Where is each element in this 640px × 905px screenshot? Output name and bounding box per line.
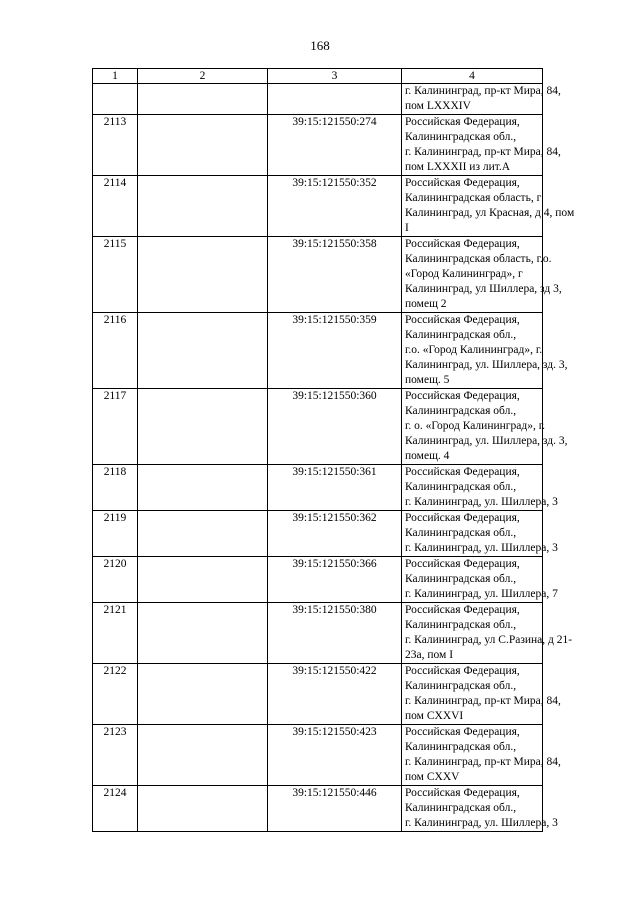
column-header-2: 2 (138, 69, 268, 84)
address-line: Российская Федерация, (405, 390, 520, 402)
table-row (93, 725, 543, 786)
column-2-cell (138, 389, 268, 465)
cadastral-number: 39:15:121550:422 (268, 664, 402, 725)
row-number: 2116 (93, 313, 138, 389)
address-cell (402, 465, 558, 511)
table-row (93, 664, 543, 725)
address-cell (402, 557, 558, 603)
row-number: 2115 (93, 237, 138, 313)
address-line: пом LXXXII из лит.А (405, 161, 511, 173)
cadastral-number (268, 84, 402, 115)
address-line: г. Калининград, ул С.Разина, д 21- (405, 634, 573, 646)
cadastral-number: 39:15:121550:358 (268, 237, 402, 313)
cadastral-number: 39:15:121550:361 (268, 465, 402, 511)
column-2-cell (138, 511, 268, 557)
cadastral-number: 39:15:121550:362 (268, 511, 402, 557)
row-number: 2117 (93, 389, 138, 465)
column-2-cell (138, 664, 268, 725)
address-line: помещ 2 (405, 298, 447, 310)
address-line: 23а, пом I (405, 649, 454, 661)
column-2-cell (138, 786, 268, 832)
address-line: Калининградская обл., (405, 680, 517, 692)
address-line: Калининград, ул Шиллера, зд 3, (405, 283, 562, 295)
address-line: г. Калининград, пр-кт Мира, 84, (405, 85, 561, 97)
address-line: «Город Калининград», г (405, 268, 523, 280)
address-line: Российская Федерация, (405, 512, 520, 524)
column-2-cell (138, 557, 268, 603)
table-row (93, 465, 543, 511)
row-number: 2114 (93, 176, 138, 237)
row-number: 2113 (93, 115, 138, 176)
column-2-cell (138, 176, 268, 237)
page-number: 168 (310, 38, 330, 53)
table-row (93, 115, 543, 176)
row-number: 2119 (93, 511, 138, 557)
registry-table (92, 68, 575, 832)
address-cell (402, 664, 561, 725)
address-line: Российская Федерация, (405, 238, 520, 250)
address-cell (402, 176, 575, 237)
cadastral-number: 39:15:121550:446 (268, 786, 402, 832)
address-line: Российская Федерация, (405, 116, 520, 128)
column-2-cell (138, 115, 268, 176)
address-line: г.о. «Город Калининград», г. (405, 344, 543, 356)
cadastral-number: 39:15:121550:423 (268, 725, 402, 786)
address-line: Калининградская обл., (405, 802, 517, 814)
address-line: пом LXXXIV (405, 100, 471, 112)
table-row (93, 389, 543, 465)
header-row (93, 69, 543, 84)
column-2-cell (138, 725, 268, 786)
address-line: Калининградская область, г.о. (405, 253, 552, 265)
address-line: г. Калининград, пр-кт Мира, 84, (405, 146, 561, 158)
row-number: 2121 (93, 603, 138, 664)
table-row (93, 603, 543, 664)
address-line: Калининградская обл., (405, 329, 517, 341)
address-cell (402, 115, 561, 176)
address-cell (402, 84, 561, 115)
cadastral-number: 39:15:121550:380 (268, 603, 402, 664)
address-line: Российская Федерация, (405, 604, 520, 616)
table-row (93, 237, 543, 313)
address-line: Российская Федерация, (405, 726, 520, 738)
address-line: Калининградская обл., (405, 741, 517, 753)
address-line: г. Калининград, ул. Шиллера, 3 (405, 542, 558, 554)
address-line: Российская Федерация, (405, 466, 520, 478)
address-line: г. Калининград, пр-кт Мира, 84, (405, 695, 561, 707)
address-line: Российская Федерация, (405, 665, 520, 677)
address-line: помещ. 5 (405, 374, 450, 386)
row-number: 2122 (93, 664, 138, 725)
address-line: г. Калининград, пр-кт Мира, 84, (405, 756, 561, 768)
table-row (93, 557, 543, 603)
row-number: 2123 (93, 725, 138, 786)
address-line: Российская Федерация, (405, 314, 520, 326)
column-header-1: 1 (93, 69, 138, 84)
cadastral-number: 39:15:121550:274 (268, 115, 402, 176)
column-2-cell (138, 603, 268, 664)
row-number: 2124 (93, 786, 138, 832)
table-row (93, 84, 543, 115)
address-line: Калининград, ул Красная, д 4, пом (405, 207, 575, 219)
address-line: г. Калининград, ул. Шиллера, 7 (405, 588, 558, 600)
address-line: Калининградская область, г (405, 192, 542, 204)
cadastral-number: 39:15:121550:352 (268, 176, 402, 237)
address-line: Калининград, ул. Шиллера, зд. 3, (405, 359, 568, 371)
address-line: Калининградская обл., (405, 573, 517, 585)
column-2-cell (138, 465, 268, 511)
address-line: Калининградская обл., (405, 619, 517, 631)
column-header-4: 4 (402, 69, 543, 84)
address-line: Калининградская обл., (405, 131, 517, 143)
address-line: I (405, 222, 409, 234)
column-2-cell (138, 84, 268, 115)
table-row (93, 511, 543, 557)
address-line: Калининградская обл., (405, 405, 517, 417)
row-number: 2120 (93, 557, 138, 603)
address-line: помещ. 4 (405, 450, 450, 462)
column-header-3: 3 (268, 69, 402, 84)
table-row (93, 786, 543, 832)
column-2-cell (138, 313, 268, 389)
address-line: Российская Федерация, (405, 787, 520, 799)
address-cell (402, 313, 568, 389)
table-row (93, 176, 543, 237)
address-line: Российская Федерация, (405, 177, 520, 189)
cadastral-number: 39:15:121550:366 (268, 557, 402, 603)
cadastral-number: 39:15:121550:359 (268, 313, 402, 389)
address-line: г. Калининград, ул. Шиллера, 3 (405, 496, 558, 508)
address-line: Калининградская обл., (405, 481, 517, 493)
address-line: Российская Федерация, (405, 558, 520, 570)
address-line: пом CXXV (405, 771, 460, 783)
address-line: г. о. «Город Калининград», г. (405, 420, 545, 432)
column-2-cell (138, 237, 268, 313)
address-line: Калининградская обл., (405, 527, 517, 539)
row-number (93, 84, 138, 115)
cadastral-number: 39:15:121550:360 (268, 389, 402, 465)
address-cell (402, 725, 561, 786)
address-cell (402, 389, 568, 465)
row-number: 2118 (93, 465, 138, 511)
table-row (93, 313, 543, 389)
address-cell (402, 786, 558, 832)
address-cell (402, 237, 562, 313)
address-line: пом CXXVI (405, 710, 464, 722)
address-cell (402, 603, 573, 664)
address-line: г. Калининград, ул. Шиллера, 3 (405, 817, 558, 829)
table-body (93, 84, 575, 832)
address-cell (402, 511, 558, 557)
address-line: Калининград, ул. Шиллера, зд. 3, (405, 435, 568, 447)
